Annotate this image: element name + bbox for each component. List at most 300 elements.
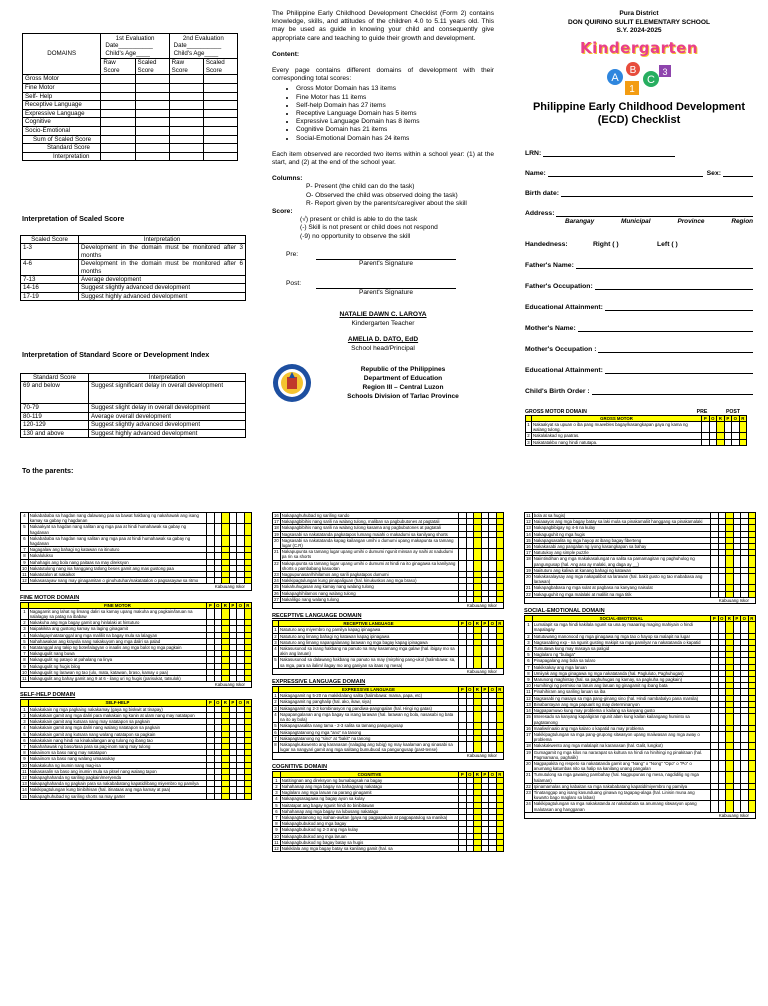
- col-letter: O: [489, 687, 497, 693]
- right-hand-option[interactable]: Right ( ): [593, 240, 619, 248]
- check-cell[interactable]: [481, 537, 489, 548]
- address-field[interactable]: [525, 205, 753, 217]
- score-cell[interactable]: [169, 152, 203, 161]
- item-text: Nagagalaw ang bahagi ng katawan na itinuturo: [28, 547, 206, 553]
- check-cell[interactable]: [459, 845, 467, 851]
- check-cell[interactable]: [481, 741, 489, 752]
- score-cell[interactable]: [203, 126, 237, 135]
- item-number: 13: [22, 781, 27, 787]
- check-cell[interactable]: [496, 845, 504, 851]
- item-number: 20: [525, 574, 533, 585]
- col-letter: R: [496, 771, 504, 777]
- total-score-row[interactable]: Kabuuang Iskor: [524, 813, 756, 819]
- check-cell[interactable]: [244, 578, 252, 584]
- check-cell[interactable]: [733, 801, 741, 812]
- check-cell[interactable]: [481, 711, 489, 722]
- item-text: Nahahagis ang bola nang paitaas na may direksyon: [28, 559, 206, 565]
- check-cell[interactable]: [229, 608, 237, 619]
- score-cell[interactable]: [101, 126, 135, 135]
- score-cell[interactable]: [169, 118, 203, 127]
- score-cell[interactable]: [101, 84, 135, 93]
- check-cell[interactable]: [237, 608, 245, 619]
- check-cell[interactable]: [711, 591, 719, 597]
- check-cell[interactable]: [474, 537, 482, 548]
- father-education-field[interactable]: [525, 299, 753, 311]
- check-cell[interactable]: [474, 596, 482, 602]
- check-cell[interactable]: [474, 845, 482, 851]
- table-header: SELF-HELP: [28, 700, 206, 706]
- check-cell[interactable]: [702, 439, 710, 445]
- check-cell[interactable]: [718, 591, 726, 597]
- check-cell[interactable]: [474, 549, 482, 560]
- check-cell[interactable]: [496, 560, 504, 571]
- check-cell[interactable]: [741, 801, 749, 812]
- check-cell[interactable]: [459, 549, 467, 560]
- pre-label: PRE: [696, 408, 708, 415]
- check-cell[interactable]: [207, 524, 215, 535]
- mother-occupation-field[interactable]: [525, 341, 753, 353]
- score-cell[interactable]: [101, 144, 135, 153]
- check-cell[interactable]: [724, 421, 732, 432]
- check-cell[interactable]: [466, 741, 474, 752]
- total-score-row[interactable]: Kabuuang Iskor: [272, 753, 504, 759]
- check-cell[interactable]: [741, 591, 749, 597]
- check-cell[interactable]: [741, 556, 749, 567]
- check-cell[interactable]: [489, 537, 497, 548]
- check-cell[interactable]: [489, 711, 497, 722]
- check-cell[interactable]: [718, 801, 726, 812]
- check-cell[interactable]: [222, 524, 230, 535]
- check-cell[interactable]: [474, 646, 482, 657]
- item-text: Nakapagsasalita nang tama - 2-3 salita sa tamang pangungusap: [279, 723, 459, 729]
- check-cell[interactable]: [726, 714, 734, 725]
- check-cell[interactable]: [711, 574, 719, 585]
- svg-text:C: C: [647, 73, 655, 86]
- check-cell[interactable]: [474, 741, 482, 752]
- score-cell[interactable]: [101, 152, 135, 161]
- check-cell[interactable]: [718, 789, 726, 800]
- check-cell[interactable]: [237, 793, 245, 799]
- check-cell[interactable]: [237, 676, 245, 682]
- check-cell[interactable]: [229, 535, 237, 546]
- check-cell[interactable]: [244, 608, 252, 619]
- check-cell[interactable]: [711, 731, 719, 742]
- table-row: [21, 793, 252, 799]
- check-cell[interactable]: [724, 439, 732, 445]
- check-cell[interactable]: [474, 560, 482, 571]
- score-cell[interactable]: [203, 135, 237, 144]
- check-cell[interactable]: [222, 676, 230, 682]
- item-text: Nakapaghuhubad ng sariling shorts na may garter: [28, 793, 206, 799]
- check-cell[interactable]: [496, 711, 504, 722]
- score-cell[interactable]: [203, 152, 237, 161]
- check-cell[interactable]: [489, 657, 497, 668]
- score-cell[interactable]: [101, 75, 135, 84]
- item-text: Nakagugulit nang buwa: [28, 651, 206, 657]
- checklist-table: [524, 615, 756, 813]
- table-cell: 7-13: [21, 276, 79, 284]
- total-score-row[interactable]: Kabuuang Iskor: [272, 669, 504, 675]
- item-text: Nakapagbabasa ng mga sulat at pagbasa na kanyang naisulat: [532, 585, 710, 591]
- signature-line[interactable]: Parent's Signature: [316, 259, 456, 268]
- col-letter: O: [237, 700, 245, 706]
- check-cell[interactable]: [702, 421, 710, 432]
- check-cell[interactable]: [496, 657, 504, 668]
- gm-preview-header-row: [525, 409, 747, 415]
- check-cell[interactable]: [748, 574, 756, 585]
- score-cell[interactable]: [135, 152, 169, 161]
- intro-paragraph: The Philippine Early Childhood Development Checklist (Form 2) contains knowledge, skills, and attitudes of the children 4.0 to 5.11 years old. This may be used as guide in knowing your child and consequently give appropriate care and teaching to guide their growth and development.: [272, 10, 494, 42]
- check-cell[interactable]: [244, 793, 252, 799]
- item-number: 5: [21, 638, 29, 644]
- total-score-row[interactable]: Kabuuang Iskor: [524, 598, 756, 604]
- check-cell[interactable]: [709, 439, 717, 445]
- check-cell[interactable]: [741, 714, 749, 725]
- check-cell[interactable]: [726, 801, 734, 812]
- check-cell[interactable]: [718, 556, 726, 567]
- check-cell[interactable]: [718, 731, 726, 742]
- check-cell[interactable]: [726, 622, 734, 633]
- check-cell[interactable]: [726, 749, 734, 760]
- name-field[interactable]: [525, 165, 753, 177]
- mother-education-field[interactable]: [525, 362, 753, 374]
- check-cell[interactable]: [748, 622, 756, 633]
- post-label: POST: [725, 408, 741, 415]
- item-text: Nahahawakan ang krayola nang nakakuyom ang mga daliri sa palad: [28, 638, 206, 644]
- item-number: 4: [273, 796, 281, 802]
- item-number: 12: [274, 845, 279, 851]
- check-cell[interactable]: [733, 760, 741, 771]
- check-cell[interactable]: [214, 513, 222, 524]
- score-cell[interactable]: [169, 144, 203, 153]
- check-cell[interactable]: [739, 421, 747, 432]
- item-number: 1: [274, 627, 277, 633]
- check-cell[interactable]: [717, 421, 725, 432]
- check-cell[interactable]: [733, 556, 741, 567]
- check-cell[interactable]: [459, 646, 467, 657]
- lrn-field[interactable]: [525, 145, 675, 157]
- left-hand-option[interactable]: Left ( ): [657, 240, 678, 248]
- item-number: 3: [274, 639, 277, 645]
- item-number: 4: [273, 646, 279, 657]
- check-cell[interactable]: [466, 537, 474, 548]
- item-text: Umiiyak ang mga ginagawa ng mga nakatatanda (hal. Pagluluto, Paghuhugas): [532, 670, 710, 676]
- item-text: Marunong maghintay (hal. sa paghuhugas ng kamay, sa pagkuha ng pagkain): [532, 677, 710, 683]
- check-cell[interactable]: [214, 676, 222, 682]
- check-cell[interactable]: [748, 801, 756, 812]
- item-number: 2: [274, 633, 277, 639]
- item-number: 21: [526, 585, 531, 591]
- check-cell[interactable]: [459, 711, 467, 722]
- check-cell[interactable]: [748, 731, 756, 742]
- check-cell[interactable]: [718, 749, 726, 760]
- check-cell[interactable]: [726, 731, 734, 742]
- check-cell[interactable]: [207, 513, 215, 524]
- check-cell[interactable]: [481, 845, 489, 851]
- check-cell[interactable]: [709, 421, 717, 432]
- item-text: Nakapagtatanong ng mga "ano" na tanong: [279, 729, 459, 735]
- check-cell[interactable]: [459, 596, 467, 602]
- check-cell[interactable]: [229, 513, 237, 524]
- score-cell[interactable]: [203, 75, 237, 84]
- check-cell[interactable]: [489, 596, 497, 602]
- score-cell[interactable]: [203, 92, 237, 101]
- standard-interp-table: [20, 373, 246, 438]
- check-cell[interactable]: [489, 741, 497, 752]
- checklist-table: [272, 620, 504, 669]
- item-text: Nakalulukso: [28, 553, 206, 559]
- mother-name-field[interactable]: [525, 320, 753, 332]
- table-cell: 120-129: [21, 421, 89, 429]
- check-cell[interactable]: [718, 574, 726, 585]
- check-cell[interactable]: [741, 772, 749, 783]
- check-cell[interactable]: [496, 741, 504, 752]
- total-score-row[interactable]: Kabuuang Iskor: [20, 682, 252, 688]
- check-cell[interactable]: [726, 760, 734, 771]
- item-text: Nakapagbibihis nang sarili na walang tulong, maliban sa pagbubutones at pagtatali: [280, 519, 458, 525]
- domain-score-table: [22, 33, 238, 161]
- score-cell[interactable]: [135, 75, 169, 84]
- score-cell[interactable]: [101, 101, 135, 110]
- check-cell[interactable]: [207, 793, 215, 799]
- score-cell[interactable]: [169, 84, 203, 93]
- check-cell[interactable]: [717, 439, 725, 445]
- item-number: 13: [526, 525, 531, 531]
- col-letter: R: [474, 687, 482, 693]
- check-cell[interactable]: [748, 772, 756, 783]
- score-cell[interactable]: [203, 84, 237, 93]
- check-cell[interactable]: [726, 789, 734, 800]
- check-cell[interactable]: [207, 578, 215, 584]
- check-cell[interactable]: [466, 657, 474, 668]
- check-cell[interactable]: [733, 714, 741, 725]
- check-cell[interactable]: [237, 513, 245, 524]
- check-cell[interactable]: [237, 535, 245, 546]
- check-cell[interactable]: [726, 574, 734, 585]
- score-cell[interactable]: [135, 126, 169, 135]
- check-cell[interactable]: [748, 789, 756, 800]
- domain-title: EXPRESSIVE LANGUAGE DOMAIN: [272, 679, 366, 686]
- check-cell[interactable]: [466, 711, 474, 722]
- signature-line[interactable]: Parent's Signature: [316, 288, 456, 297]
- check-cell[interactable]: [466, 560, 474, 571]
- check-cell[interactable]: [733, 622, 741, 633]
- check-cell[interactable]: [229, 578, 237, 584]
- check-cell[interactable]: [496, 596, 504, 602]
- score-cell[interactable]: [135, 144, 169, 153]
- check-cell[interactable]: [222, 793, 230, 799]
- check-cell[interactable]: [741, 622, 749, 633]
- birth-order-field[interactable]: [525, 383, 753, 395]
- check-cell[interactable]: [481, 646, 489, 657]
- check-cell[interactable]: [489, 646, 497, 657]
- check-cell[interactable]: [207, 535, 215, 546]
- score-cell[interactable]: [135, 109, 169, 118]
- item-text: Nakapagtatanong ng isahan-awitan (gaya ng pagpapakain at pagpapatulog sa manika): [280, 814, 458, 820]
- score-cell[interactable]: [169, 75, 203, 84]
- check-cell[interactable]: [748, 714, 756, 725]
- check-cell[interactable]: [718, 760, 726, 771]
- check-cell[interactable]: [466, 646, 474, 657]
- check-cell[interactable]: [222, 608, 230, 619]
- check-cell[interactable]: [229, 676, 237, 682]
- score-cell[interactable]: [135, 92, 169, 101]
- check-cell[interactable]: [237, 578, 245, 584]
- check-cell[interactable]: [489, 549, 497, 560]
- item-text: Nagpapamuwo kung may problema o kailang sa kanyang gusto: [532, 708, 710, 714]
- check-cell[interactable]: [748, 760, 756, 771]
- check-cell[interactable]: [481, 560, 489, 571]
- check-cell[interactable]: [214, 524, 222, 535]
- check-cell[interactable]: [748, 749, 756, 760]
- check-cell[interactable]: [711, 556, 719, 567]
- check-cell[interactable]: [711, 760, 719, 771]
- father-occupation-field[interactable]: [525, 278, 753, 290]
- table-cell: Suggest slight delay in overall development: [89, 404, 246, 412]
- score-cell[interactable]: [135, 135, 169, 144]
- col-letter: P: [702, 415, 710, 421]
- table-cell: Development in the domain must be monitored after 3 months: [79, 244, 246, 260]
- check-cell[interactable]: [741, 574, 749, 585]
- item-text: Naglalaro ang mga laruan na parang ginagamit: [280, 790, 458, 796]
- check-cell[interactable]: [711, 772, 719, 783]
- item-text: Nakikipagtulungan sa mga pang-grupong sitwasyon upang maiiwasan ang mga away o problema: [532, 731, 710, 742]
- check-cell[interactable]: [222, 535, 230, 546]
- check-cell[interactable]: [229, 524, 237, 535]
- check-cell[interactable]: [489, 560, 497, 571]
- check-cell[interactable]: [718, 772, 726, 783]
- father-name-field[interactable]: [525, 257, 753, 269]
- col-letter: P: [459, 771, 467, 777]
- score-cell[interactable]: [169, 101, 203, 110]
- check-cell[interactable]: [214, 608, 222, 619]
- check-cell[interactable]: [459, 560, 467, 571]
- check-cell[interactable]: [244, 676, 252, 682]
- score-cell[interactable]: [203, 101, 237, 110]
- check-cell[interactable]: [244, 524, 252, 535]
- check-cell[interactable]: [214, 578, 222, 584]
- check-cell[interactable]: [466, 845, 474, 851]
- domain-row-label: Cognitive: [23, 118, 101, 127]
- check-cell[interactable]: [726, 556, 734, 567]
- check-cell[interactable]: [733, 749, 741, 760]
- check-cell[interactable]: [237, 524, 245, 535]
- check-cell[interactable]: [741, 760, 749, 771]
- check-cell[interactable]: [711, 789, 719, 800]
- score-cell[interactable]: [203, 109, 237, 118]
- check-cell[interactable]: [214, 793, 222, 799]
- score-cell[interactable]: [135, 84, 169, 93]
- score-cell[interactable]: [169, 135, 203, 144]
- check-cell[interactable]: [489, 845, 497, 851]
- check-cell[interactable]: [496, 646, 504, 657]
- birthdate-field[interactable]: [525, 185, 753, 197]
- check-cell[interactable]: [481, 596, 489, 602]
- check-cell[interactable]: [244, 535, 252, 546]
- check-cell[interactable]: [726, 591, 734, 597]
- check-cell[interactable]: [732, 439, 740, 445]
- score-cell[interactable]: [169, 126, 203, 135]
- check-cell[interactable]: [207, 608, 215, 619]
- domain-row-label: Sum of Scaled Score: [23, 135, 101, 144]
- col-letter: O: [489, 771, 497, 777]
- item-number: 5: [273, 657, 279, 668]
- check-cell[interactable]: [711, 622, 719, 633]
- table-cell: Suggest slightly advanced development: [89, 421, 246, 429]
- total-score-row[interactable]: Kabuuang Iskor: [20, 584, 252, 590]
- score-cell[interactable]: [169, 109, 203, 118]
- check-cell[interactable]: [207, 676, 215, 682]
- check-cell[interactable]: [739, 439, 747, 445]
- check-cell[interactable]: [741, 789, 749, 800]
- check-cell[interactable]: [496, 549, 504, 560]
- gross-motor-preview: [525, 409, 747, 446]
- svg-text:3: 3: [662, 66, 668, 77]
- check-cell[interactable]: [222, 513, 230, 524]
- col-letter: R: [748, 616, 756, 622]
- check-cell[interactable]: [459, 537, 467, 548]
- check-cell[interactable]: [711, 714, 719, 725]
- check-cell[interactable]: [244, 513, 252, 524]
- score-cell[interactable]: [135, 118, 169, 127]
- check-cell[interactable]: [496, 537, 504, 548]
- check-cell[interactable]: [711, 801, 719, 812]
- check-cell[interactable]: [732, 421, 740, 432]
- check-cell[interactable]: [459, 657, 467, 668]
- item-number: 7: [21, 547, 29, 553]
- check-cell[interactable]: [481, 549, 489, 560]
- check-cell[interactable]: [733, 772, 741, 783]
- check-cell[interactable]: [748, 556, 756, 567]
- check-cell[interactable]: [229, 793, 237, 799]
- score-cell[interactable]: [101, 109, 135, 118]
- check-cell[interactable]: [481, 657, 489, 668]
- total-score-row[interactable]: Kabuuang Iskor: [272, 603, 504, 609]
- score-cell[interactable]: [203, 118, 237, 127]
- check-cell[interactable]: [466, 549, 474, 560]
- check-cell[interactable]: [733, 731, 741, 742]
- check-cell[interactable]: [466, 596, 474, 602]
- check-cell[interactable]: [474, 711, 482, 722]
- check-cell[interactable]: [222, 578, 230, 584]
- check-cell[interactable]: [459, 741, 467, 752]
- check-cell[interactable]: [741, 749, 749, 760]
- check-cell[interactable]: [733, 591, 741, 597]
- score-cell[interactable]: [135, 101, 169, 110]
- check-cell[interactable]: [474, 657, 482, 668]
- check-cell[interactable]: [726, 772, 734, 783]
- domain-row-label: Standard Score: [23, 144, 101, 153]
- score-cell[interactable]: [101, 92, 135, 101]
- check-cell[interactable]: [733, 789, 741, 800]
- check-cell[interactable]: [711, 749, 719, 760]
- list-item: • Social-Emotional Domain has 24 items: [296, 135, 494, 143]
- checklist-table: [272, 686, 504, 753]
- check-cell[interactable]: [214, 535, 222, 546]
- check-cell[interactable]: [748, 591, 756, 597]
- table-row: [525, 714, 756, 725]
- check-cell[interactable]: [718, 622, 726, 633]
- check-cell[interactable]: [741, 731, 749, 742]
- item-number: 13: [526, 701, 531, 707]
- check-cell[interactable]: [718, 714, 726, 725]
- item-number: 15: [22, 793, 27, 799]
- score-cell[interactable]: [101, 135, 135, 144]
- score-cell[interactable]: [169, 92, 203, 101]
- score-cell[interactable]: [203, 144, 237, 153]
- check-cell[interactable]: [733, 574, 741, 585]
- score-cell[interactable]: [101, 118, 135, 127]
